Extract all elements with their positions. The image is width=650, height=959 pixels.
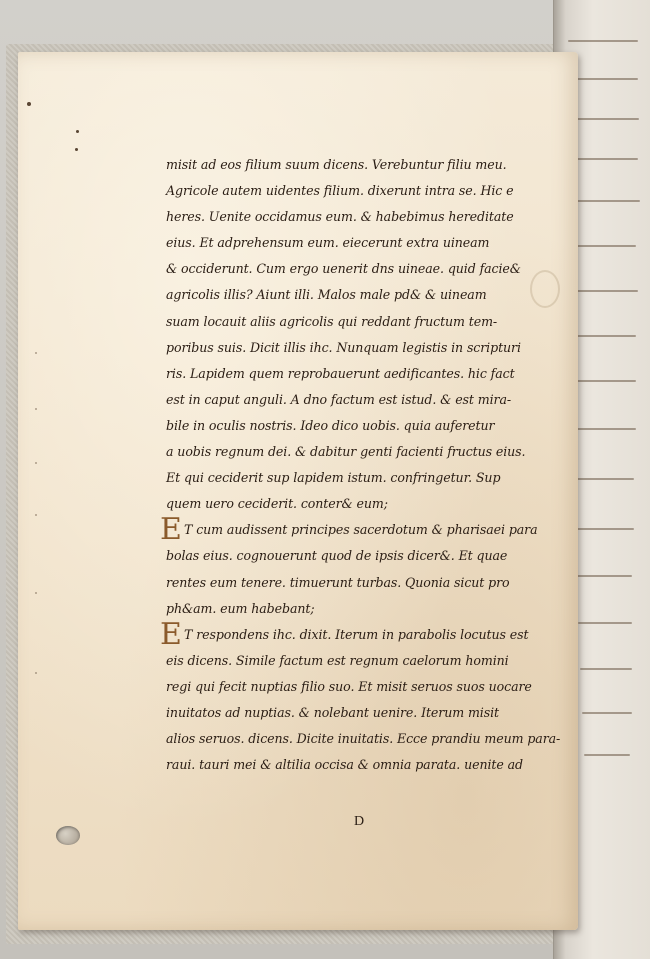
pricking-mark <box>35 514 37 516</box>
text-line: misit ad eos filium suum dicens. Verebuntur filiu meu. <box>166 157 507 172</box>
quire-signature: D <box>354 814 365 829</box>
ink-spot <box>76 130 79 133</box>
facing-page-script <box>572 478 634 480</box>
text-line: heres. Uenite occidamus eum. & habebimus hereditate <box>166 209 514 225</box>
text-line-with-initial <box>160 512 576 548</box>
facing-page-script <box>568 380 636 382</box>
text-line: ph&am. eum habebant; <box>166 600 315 616</box>
text-line: poribus suis. Dicit illis ihc. Nunquam legistis in scripturi <box>166 339 521 355</box>
text-line: suam locauit aliis agricolis qui reddant fructum tem- <box>166 313 498 329</box>
pricking-mark <box>35 672 37 674</box>
facing-page-script <box>574 528 634 530</box>
text-line-with-initial <box>160 616 576 652</box>
decorated-initial: E <box>160 512 182 548</box>
text-line: quem uero ceciderit. conter& eum; <box>166 496 388 512</box>
text-line: inuitatos ad nuptias. & nolebant uenire. Iterum misit <box>166 704 499 720</box>
text-line: Agricole autem uidentes filium. dixerunt intra se. Hic e <box>166 183 514 199</box>
text-line: T cum audissent principes sacerdotum & pharisaei para <box>184 522 538 538</box>
facing-page-script <box>584 754 630 756</box>
text-line: eis dicens. Simile factum est regnum caelorum homini <box>166 652 509 668</box>
pricking-mark <box>35 408 37 410</box>
text-line: bile in oculis nostris. Ideo dico uobis. quia auferetur <box>166 417 495 433</box>
facing-page-script <box>578 622 632 624</box>
pricking-mark <box>35 352 37 354</box>
pricking-mark <box>35 462 37 464</box>
text-line: a uobis regnum dei. & dabitur genti facienti fructus eius. <box>166 444 526 460</box>
facing-page-script <box>570 428 636 430</box>
manuscript-text <box>160 152 576 778</box>
text-line: raui. tauri mei & altilia occisa & omnia parata. uenite ad <box>166 757 523 773</box>
facing-page-script <box>576 575 632 577</box>
worm-hole <box>56 826 80 845</box>
ink-spot <box>75 148 78 151</box>
text-line: eius. Et adprehensum eum. eiecerunt extra uineam <box>166 235 490 251</box>
ink-spot <box>27 102 31 106</box>
text-line: Et qui ceciderit sup lapidem istum. confringetur. Sup <box>166 470 501 486</box>
parchment-leaf <box>18 52 578 930</box>
text-line: regi qui fecit nuptias filio suo. Et misit seruos suos uocare <box>166 678 532 694</box>
text-line: rentes eum tenere. timuerunt turbas. Quonia sicut pro <box>166 574 510 590</box>
facing-page-script <box>568 40 638 42</box>
facing-page-script <box>582 712 632 714</box>
facing-page-script <box>580 668 632 670</box>
text-line: agricolis illis? Aiunt illi. Malos male pd& & uineam <box>166 287 487 303</box>
pricking-mark <box>35 592 37 594</box>
text-line: est in caput anguli. A dno factum est istud. & est mira- <box>166 391 512 407</box>
text-line: ris. Lapidem quem reprobauerunt aedificantes. hic fact <box>166 365 515 381</box>
text-line: & occiderunt. Cum ergo uenerit dns uineae. quid facie& <box>166 261 521 277</box>
text-line: alios seruos. dicens. Dicite inuitatis. Ecce prandiu meum para- <box>166 731 561 747</box>
text-line: T respondens ihc. dixit. Iterum in parabolis locutus est <box>184 626 529 642</box>
text-line: bolas eius. cognouerunt quod de ipsis dicer&. Et quae <box>166 548 508 564</box>
decorated-initial: E <box>160 616 182 652</box>
